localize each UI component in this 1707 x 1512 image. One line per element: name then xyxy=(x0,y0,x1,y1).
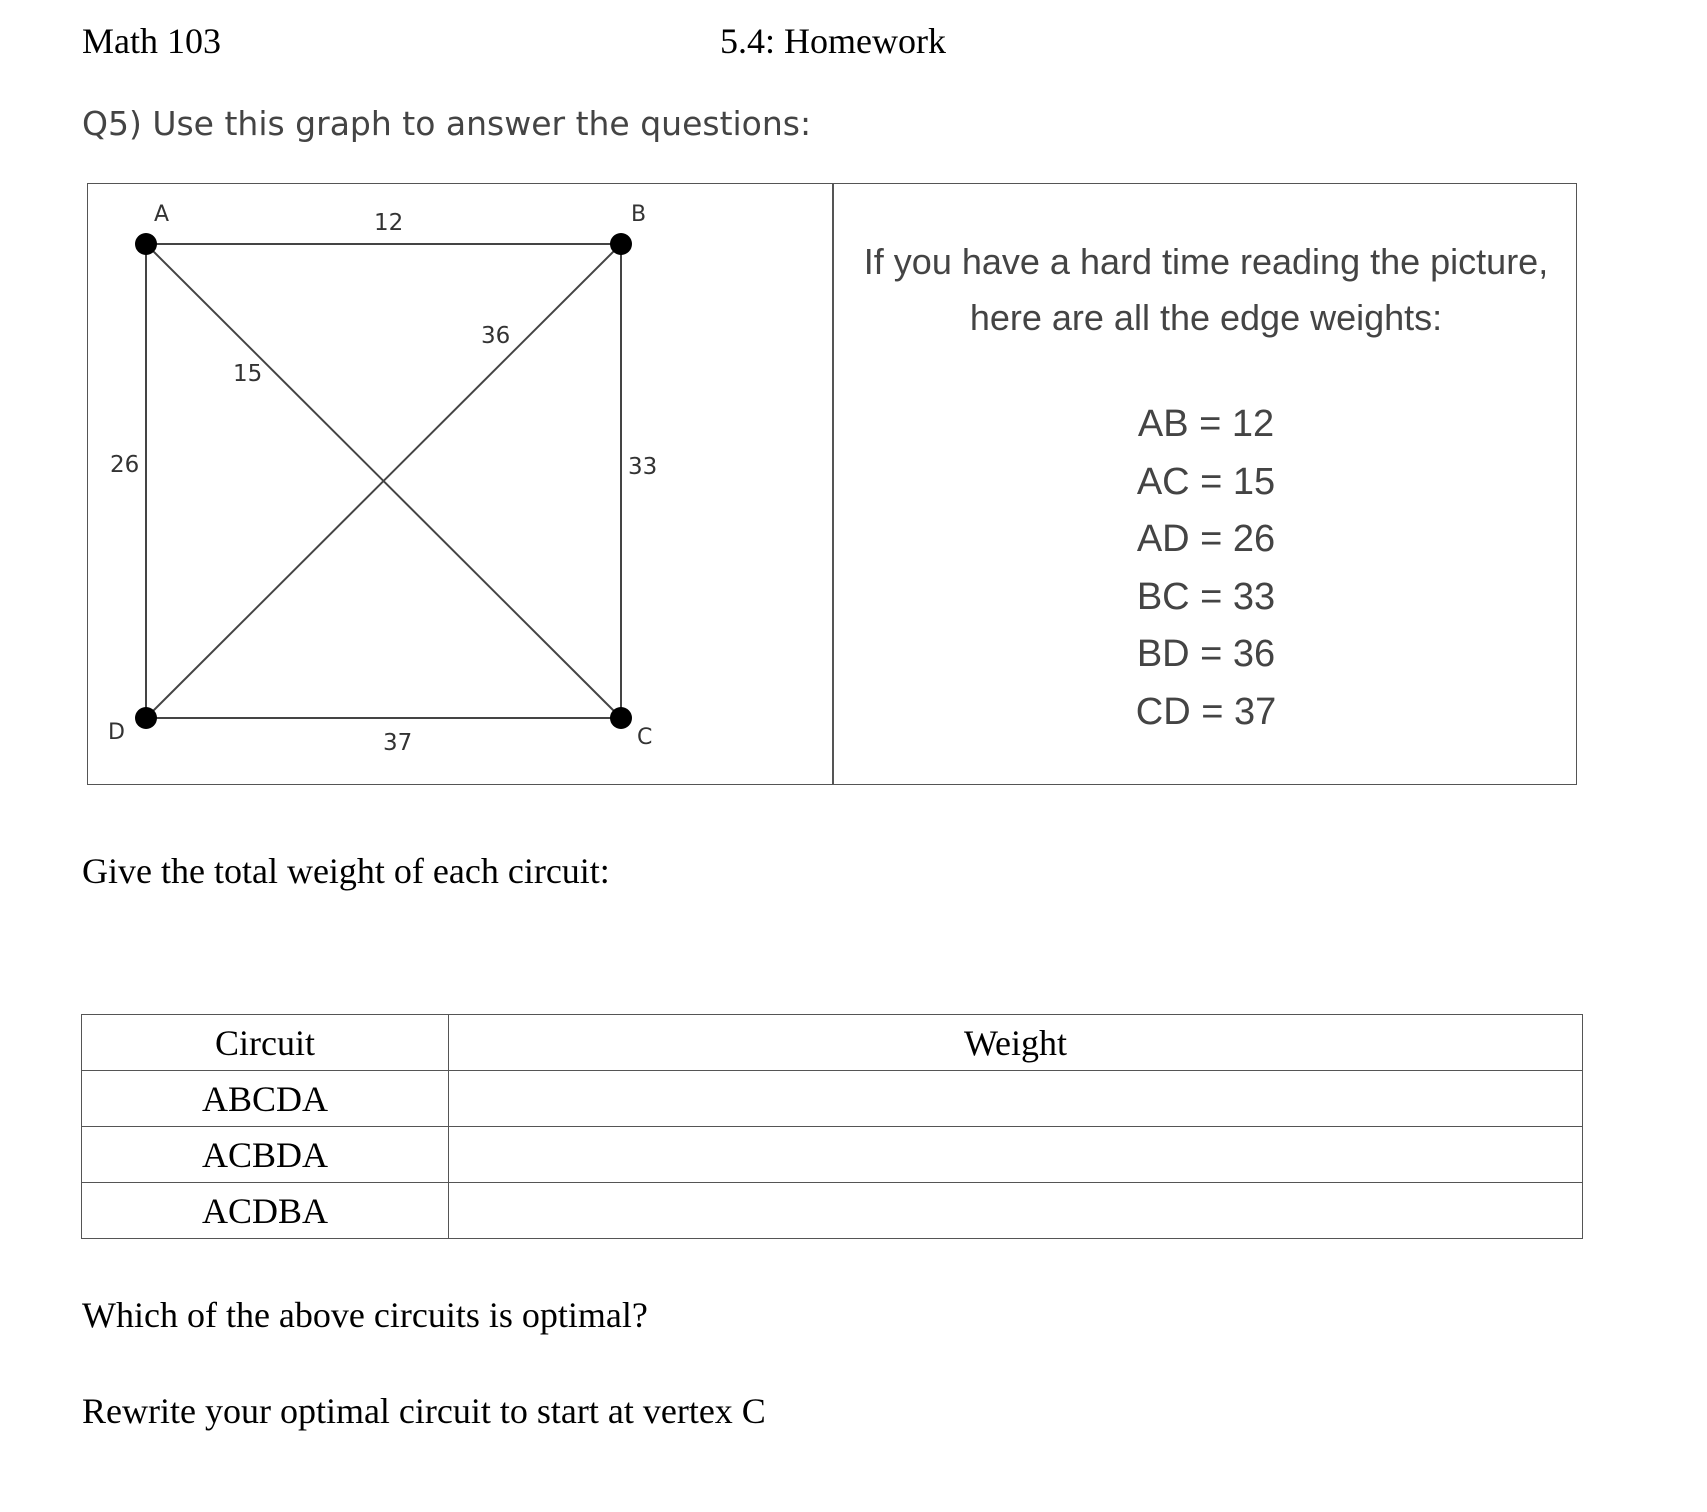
weight-answer-cell[interactable] xyxy=(449,1183,1583,1239)
circuit-instruction: Give the total weight of each circuit: xyxy=(82,851,610,891)
weight-answer-cell[interactable] xyxy=(449,1071,1583,1127)
edge-weight-ab: 12 xyxy=(374,210,404,236)
graph-diagram xyxy=(88,184,832,784)
assignment-title: 5.4: Homework xyxy=(720,21,946,61)
weight-item: AC = 15 xyxy=(1136,460,1276,503)
edge-weight-bc: 33 xyxy=(628,454,658,480)
vertex-label-a: A xyxy=(154,202,170,227)
table-row xyxy=(82,1183,1583,1239)
table-row xyxy=(82,1071,1583,1127)
edge-weight-ad: 26 xyxy=(110,452,140,478)
weight-item: CD = 37 xyxy=(1135,690,1277,733)
weight-item: BC = 33 xyxy=(1136,575,1276,618)
weight-item: BD = 36 xyxy=(1136,633,1276,675)
vertex-label-c: C xyxy=(637,725,653,750)
table-header-row xyxy=(82,1015,1583,1071)
edge-weight-bd: 36 xyxy=(481,323,511,349)
header-weight: Weight xyxy=(449,1015,1583,1071)
weight-item: AB = 12 xyxy=(1137,403,1275,445)
vertex-d xyxy=(135,707,157,729)
weight-item: AD = 26 xyxy=(1136,518,1276,560)
vertex-a xyxy=(135,233,157,255)
edge-weight-ac: 15 xyxy=(233,361,263,387)
edge-weight-cd: 37 xyxy=(383,730,413,756)
circuit-cell: ACDBA xyxy=(82,1183,449,1239)
question-prompt: Q5) Use this graph to answer the questions: xyxy=(82,104,812,143)
rewrite-circuit-prompt: Rewrite your optimal circuit to start at vertex C xyxy=(82,1391,766,1431)
circuit-cell: ACBDA xyxy=(82,1127,449,1183)
graph-figure-box xyxy=(87,183,1577,785)
table-row xyxy=(82,1127,1583,1183)
vertex-c xyxy=(610,707,632,729)
optimal-circuit-question: Which of the above circuits is optimal? xyxy=(82,1295,648,1335)
circuit-cell: ABCDA xyxy=(82,1071,449,1127)
header-circuit: Circuit xyxy=(82,1015,449,1071)
circuit-weight-table xyxy=(81,1014,1583,1239)
edge-weights-list xyxy=(834,396,1578,741)
note-line-1: If you have a hard time reading the picture, xyxy=(863,241,1549,282)
note-line-2: here are all the edge weights: xyxy=(969,297,1443,338)
vertex-b xyxy=(610,233,632,255)
edge-weights-note xyxy=(834,234,1578,346)
weight-answer-cell[interactable] xyxy=(449,1127,1583,1183)
vertex-label-b: B xyxy=(631,202,647,227)
course-label: Math 103 xyxy=(82,21,221,61)
vertex-label-d: D xyxy=(108,720,125,745)
